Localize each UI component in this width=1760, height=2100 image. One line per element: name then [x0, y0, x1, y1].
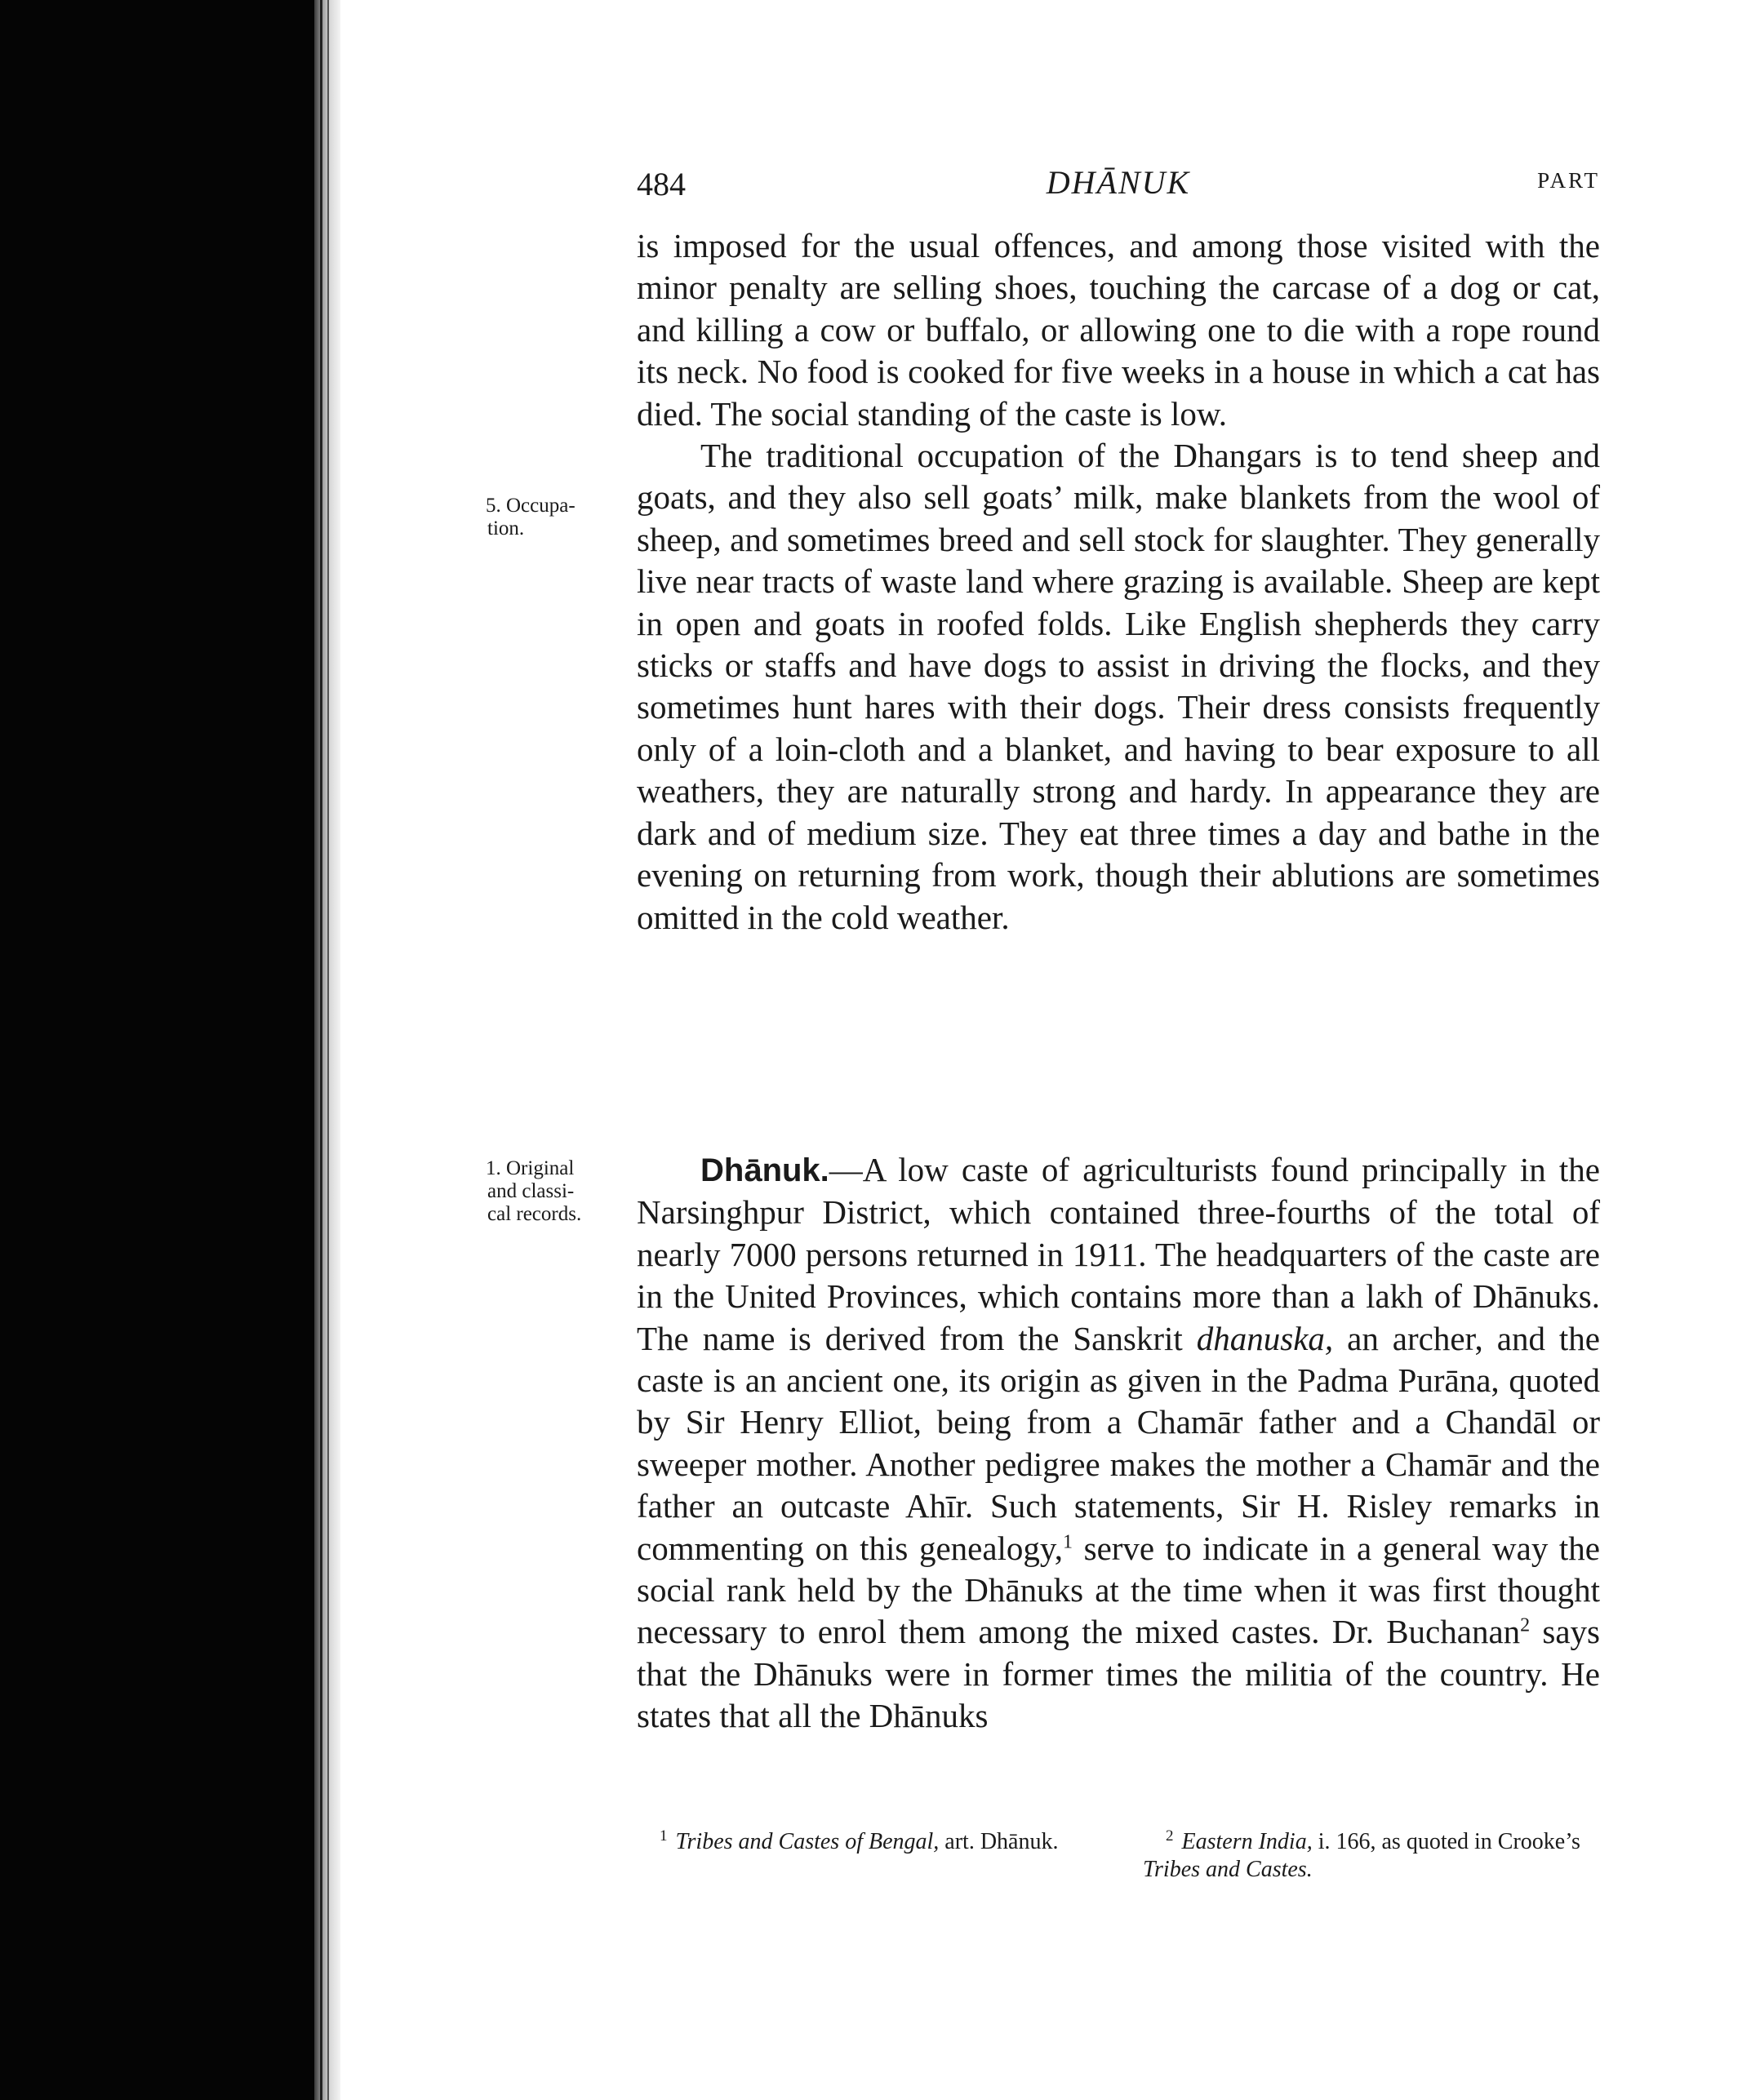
text-segment: —A low caste of agriculturists found principally in the Narsinghpur District, which contained three-fourths of the total of nearly 7000 persons returned in 1911. The headquarters of the caste are in the United Provinces, which contains more than a lakh of Dhānuks. The name is derived from the Sanskrit [637, 1151, 1600, 1357]
sidenote-line: 1. Original [486, 1157, 575, 1179]
footnote [637, 1828, 1094, 1856]
running-header [637, 157, 1600, 206]
sidenote-line: 5. Occupa- [486, 495, 576, 517]
text-block-upper [637, 225, 1600, 939]
paragraph-offences: is imposed for the usual offences, and among those visited with the minor penalty are selling shoes, touching the carcase of a dog or cat, and killing a cow or buffalo, or allowing one to die with a rope round its neck. No food is cooked for five weeks in a house in which a cat has died. The social standing of the caste is low. [637, 227, 1600, 433]
gutter-line [327, 0, 329, 2100]
text-segment: an archer, and the caste is an ancient one, its origin as given in the Padma Purāna, quoted by Sir Henry Elliot, being from a Chamār father and a Chandāl or sweeper mother. Another pedigree makes the mother a Chamār and the father an outcaste Ahīr. Such statements, Sir H. Risley remarks in commenting on this genealogy, [637, 1319, 1601, 1567]
footnotes [637, 1828, 1600, 1894]
sidenote-original-records [486, 1157, 629, 1226]
footnote-title: Tribes and Castes. [1143, 1857, 1313, 1882]
italic-term: dhanuska, [1196, 1319, 1334, 1357]
footnote-text: i. 166, as quoted in Crooke’s [1312, 1829, 1580, 1854]
footnote-title: Eastern India, [1181, 1829, 1313, 1854]
text-segment: serve to indicate in a general way the social rank held by the Dhānuks at the time when it was first thought necessary to enrol them among the mixed castes. Dr. Buchanan [637, 1529, 1600, 1651]
footnote-number: 2 [1166, 1827, 1174, 1845]
page-number: 484 [637, 166, 686, 202]
footnote-title: Tribes and Castes of Bengal, [675, 1829, 940, 1854]
paragraph-dhanuk [637, 1149, 1600, 1738]
sidenote-line: tion. [487, 517, 525, 539]
sidenote-occupation [486, 495, 629, 540]
footnote-reference: 1 [1063, 1531, 1073, 1552]
sidenote-line: and classi- [487, 1180, 575, 1202]
entry-heading: Dhānuk. [700, 1152, 829, 1188]
sidenote-line: cal records. [487, 1203, 582, 1225]
part-label: PART [1537, 168, 1600, 193]
footnote-text: art. Dhānuk. [939, 1829, 1059, 1854]
running-title: DHĀNUK [1046, 164, 1191, 201]
book-binding-shadow [0, 0, 314, 2100]
footnote-reference: 2 [1520, 1614, 1531, 1636]
gutter-line [320, 0, 322, 2100]
text-segment: says that the Dhānuks were in former times the militia of the country. He states that all the Dhānuks [637, 1613, 1601, 1735]
footnote-number: 1 [660, 1827, 668, 1845]
paragraph-occupation: The traditional occupation of the Dhangars is to tend sheep and goats, and they also sell goats’ milk, make blankets from the wool of sheep, and sometimes breed and sell stock for slaughter. They generally live near tracts of waste land where grazing is available. Sheep are kept in open and goats in roofed folds. Like English shepherds they carry sticks or staffs and have dogs to assist in driving the flocks, and they sometimes hunt hares with their dogs. Their dress consists frequently only of a loin-cloth and a blanket, and having to bear exposure to all weathers, they are naturally strong and hardy. In appearance they are dark and of medium size. They eat three times a day and bathe in the evening on returning from work, though their ablutions are sometimes omitted in the cold weather. [637, 437, 1600, 936]
text-block-lower [637, 1149, 1600, 1738]
footnote [1143, 1828, 1600, 1884]
